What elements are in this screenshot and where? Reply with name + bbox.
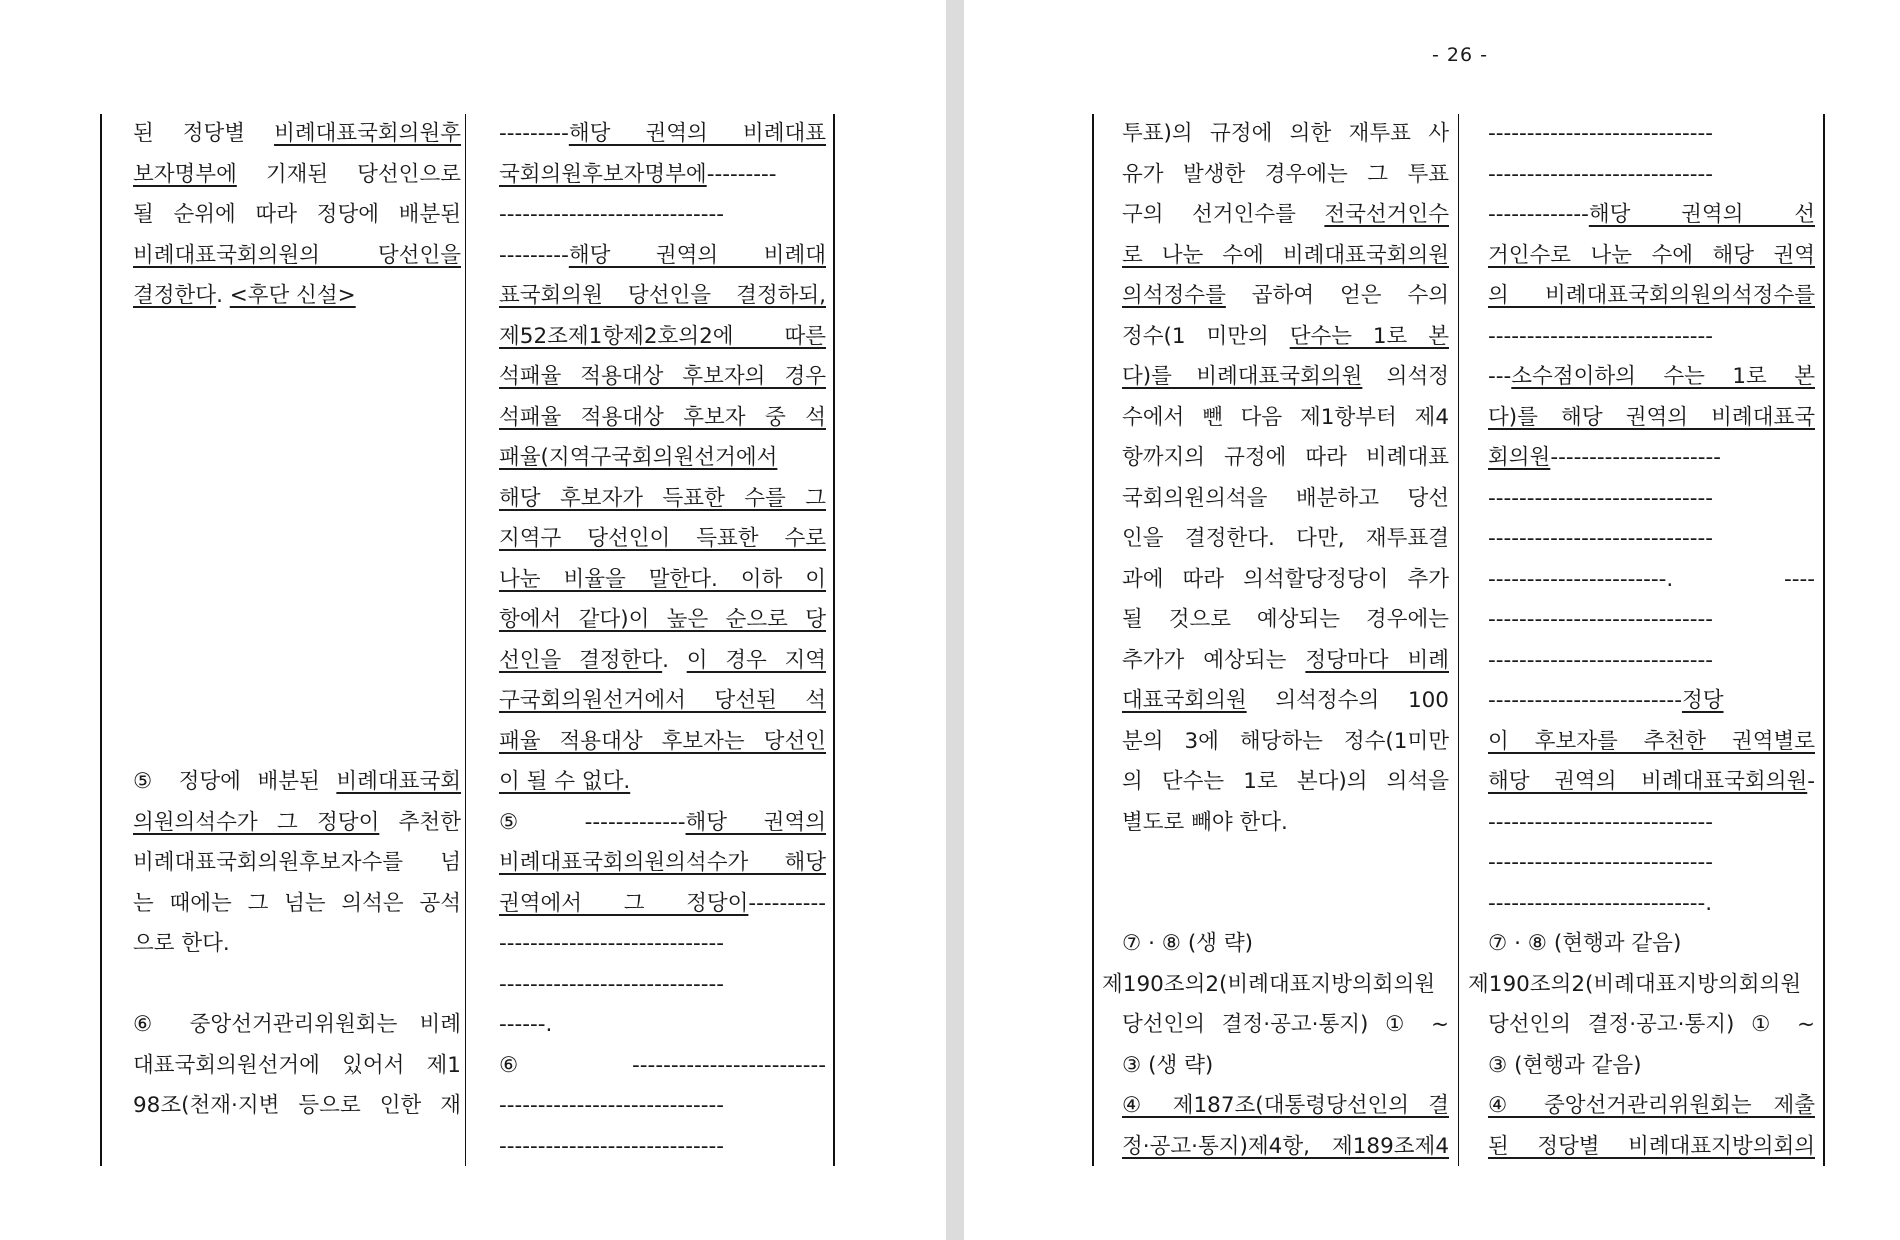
text-run: ------. xyxy=(499,1012,553,1037)
text-run: 투표)의 규정에 의한 재투표 사 xyxy=(1122,121,1449,146)
text-line xyxy=(133,1005,461,1046)
text-line xyxy=(1122,600,1449,641)
text-line xyxy=(499,1046,826,1087)
underlined-text: 해당 권역의 비례대 xyxy=(568,242,826,268)
underlined-text: ④ 중앙선거관리위원회는 제출 xyxy=(1488,1093,1815,1118)
underlined-text: 정당마다 비례 xyxy=(1305,647,1449,673)
underlined-text: 해당 권역의 비례대표국회의원 xyxy=(1488,769,1808,794)
text-run: ⑤ 정당에 배분된 xyxy=(133,769,337,794)
text-line xyxy=(1488,1046,1815,1087)
text-run: ----------------------------- xyxy=(499,1093,724,1118)
underlined-text: 해당 권역의 선 xyxy=(1588,202,1815,227)
text-line xyxy=(1488,317,1815,358)
underlined-text: 석패율 적용대상 후보자 중 석 xyxy=(499,404,826,430)
underlined-text: 이 후보자를 추천한 권역별로 xyxy=(1488,728,1815,754)
text-run: 으로 한다. xyxy=(133,931,230,956)
text-run: ----------------------------- xyxy=(499,931,724,956)
underlined-text: 이 경우 지역 xyxy=(686,647,826,673)
text-line xyxy=(499,357,826,398)
blank-line xyxy=(133,438,461,479)
underlined-text: 단수는 1로 본 xyxy=(1289,323,1449,349)
blank-line xyxy=(133,519,461,560)
text-line xyxy=(1122,722,1449,763)
text-line xyxy=(1488,276,1815,317)
underlined-text: 소수점이하의 수는 1로 본 xyxy=(1511,364,1815,389)
text-run: --------- xyxy=(499,121,569,146)
underlined-text: 해당 권역의 xyxy=(685,809,826,835)
text-run: ----------------------------- xyxy=(1488,121,1713,146)
text-run: --------- xyxy=(499,242,569,268)
text-run: ----------------------------- xyxy=(499,971,724,997)
text-line xyxy=(499,195,826,236)
text-line xyxy=(1122,276,1449,317)
text-run: . xyxy=(662,647,687,673)
text-run: ---------- xyxy=(748,890,826,916)
text-run: 추가가 예상되는 xyxy=(1122,647,1306,673)
underlined-text: 제52조제1항제2호의2에 따른 xyxy=(499,323,826,349)
underlined-text: 대표국회의원 xyxy=(1122,688,1247,713)
text-run: ----------------------------- xyxy=(1488,323,1713,349)
text-line xyxy=(499,1127,826,1168)
text-line xyxy=(133,762,461,803)
text-line xyxy=(499,276,826,317)
text-line xyxy=(133,114,461,155)
text-line xyxy=(1122,357,1449,398)
text-run: 제190조의2(비례대표지방의회의원 xyxy=(1468,971,1802,997)
text-run: ------------- xyxy=(1488,202,1589,227)
text-line xyxy=(1122,195,1449,236)
text-run: 될 순위에 따라 정당에 배분된 xyxy=(133,202,461,227)
text-run: ⑦ · ⑧ (현행과 같음) xyxy=(1488,931,1682,956)
text-line xyxy=(499,1005,826,1046)
text-line xyxy=(1488,398,1815,439)
text-run: ③ (생 략) xyxy=(1122,1052,1214,1078)
text-line xyxy=(499,317,826,358)
page-gutter xyxy=(946,0,964,1240)
text-line xyxy=(1102,965,1449,1006)
underlined-text: 선인을 결정한다 xyxy=(499,647,663,673)
text-line xyxy=(1122,1127,1449,1168)
text-run: ③ (현행과 같음) xyxy=(1488,1052,1642,1078)
text-line xyxy=(1122,1086,1449,1127)
underlined-text: 항에서 같다)이 높은 순으로 당 xyxy=(499,607,826,632)
text-line xyxy=(1122,438,1449,479)
text-line xyxy=(133,276,461,317)
text-line xyxy=(499,884,826,925)
text-line xyxy=(1488,438,1815,479)
text-run: . xyxy=(216,283,230,308)
text-run: 당선인의 결정·공고·통지) ① ~ xyxy=(1122,1012,1449,1037)
text-line xyxy=(1488,681,1815,722)
text-line xyxy=(1468,965,1815,1006)
text-run: ⑤ ------------- xyxy=(499,809,686,835)
text-line xyxy=(1122,803,1449,844)
text-run: 의석정 xyxy=(1362,364,1449,389)
text-run: ----------------------------- xyxy=(1488,647,1713,673)
text-line xyxy=(133,924,461,965)
underlined-text: 다)를 비례대표국회의원 xyxy=(1122,364,1363,389)
text-line xyxy=(1122,1005,1449,1046)
underlined-text: 표국회의원 당선인을 결정하되, xyxy=(499,283,826,308)
blank-line xyxy=(1122,843,1449,884)
text-line xyxy=(499,438,826,479)
underlined-text: 로 나눈 수에 비례대표국회의원 xyxy=(1122,242,1449,268)
text-line xyxy=(133,236,461,277)
text-run: ----------------------------- xyxy=(1488,850,1713,875)
text-line xyxy=(499,600,826,641)
text-line xyxy=(1488,1127,1815,1168)
underlined-text: 해당 후보자가 득표한 수를 그 xyxy=(499,485,826,511)
text-run: 당선인의 결정·공고·통지) ① ~ xyxy=(1488,1012,1815,1037)
text-line xyxy=(499,560,826,601)
blank-line xyxy=(133,560,461,601)
text-line xyxy=(499,114,826,155)
text-run: ----------------------------- xyxy=(1488,526,1713,551)
text-run: ----------------------------. xyxy=(1488,890,1713,916)
text-run: ⑥ ------------------------- xyxy=(499,1052,826,1078)
text-line xyxy=(133,155,461,196)
text-run: 의석정수의 100 xyxy=(1246,688,1449,713)
text-run: - xyxy=(1807,769,1815,794)
blank-line xyxy=(133,600,461,641)
text-line xyxy=(499,155,826,196)
underlined-text: 거인수로 나눈 수에 해당 권역 xyxy=(1488,242,1815,268)
underlined-text: 패율 적용대상 후보자는 당선인 xyxy=(499,728,826,754)
text-run: -----------------------. ---- xyxy=(1488,566,1815,592)
text-line xyxy=(1488,762,1815,803)
text-run: ⑦ · ⑧ (생 략) xyxy=(1122,931,1254,956)
underlined-text: 의 비례대표국회의원의석정수를 xyxy=(1488,283,1815,308)
blank-line xyxy=(133,641,461,682)
text-line xyxy=(133,843,461,884)
underlined-text: 비례대표국회의원의 당선인을 xyxy=(133,242,461,268)
underlined-text: 권역에서 그 정당이 xyxy=(499,890,749,916)
text-run: 비례대표국회의원후보자수를 넘 xyxy=(133,850,461,875)
text-line xyxy=(499,1086,826,1127)
blank-line xyxy=(133,398,461,439)
text-line xyxy=(133,803,461,844)
text-run: --------- xyxy=(706,161,777,187)
blank-line xyxy=(133,479,461,520)
text-line xyxy=(1122,1046,1449,1087)
text-run: 정수(1 미만의 xyxy=(1122,323,1290,349)
text-run: 과에 따라 의석할당정당이 추가 xyxy=(1122,566,1449,592)
underlined-text: 구국회의원선거에서 당선된 석 xyxy=(499,688,826,713)
text-line xyxy=(1488,843,1815,884)
table-border-right xyxy=(833,114,835,1166)
underlined-text: 나눈 비율을 말한다. 이하 이 xyxy=(499,566,826,592)
text-line xyxy=(1488,722,1815,763)
text-run: 될 것으로 예상되는 경우에는 xyxy=(1122,607,1449,632)
text-run: ⑥ 중앙선거관리위원회는 비례 xyxy=(133,1012,461,1037)
text-line xyxy=(1122,519,1449,560)
text-run: ---------------------- xyxy=(1550,445,1721,470)
text-run: ----------------------------- xyxy=(1488,809,1713,835)
text-line xyxy=(1122,479,1449,520)
text-line xyxy=(133,195,461,236)
underlined-text: 결정한다 xyxy=(133,283,217,308)
text-line xyxy=(1122,681,1449,722)
text-line xyxy=(1488,560,1815,601)
text-line xyxy=(1488,641,1815,682)
text-run: 기재된 당선인으로 xyxy=(236,161,461,187)
text-line xyxy=(1488,1005,1815,1046)
text-line xyxy=(499,479,826,520)
text-line xyxy=(499,641,826,682)
underlined-text: <후단 신설> xyxy=(229,283,356,308)
underlined-text: 비례대표국회 xyxy=(336,769,461,794)
text-line xyxy=(1488,884,1815,925)
text-run: 제190조의2(비례대표지방의회의원 xyxy=(1102,971,1436,997)
text-run: 대표국회의원선거에 있어서 제1 xyxy=(133,1052,461,1078)
blank-line xyxy=(133,681,461,722)
page-number: - 26 - xyxy=(1432,44,1488,66)
text-line xyxy=(499,965,826,1006)
column-divider xyxy=(1458,114,1459,1166)
text-line xyxy=(1488,114,1815,155)
underlined-text: 의원의석수가 그 정당이 xyxy=(133,809,380,835)
text-line xyxy=(133,1046,461,1087)
blank-line xyxy=(133,965,461,1006)
text-run: 는 때에는 그 넘는 의석은 공석 xyxy=(133,890,461,916)
text-run: ----------------------------- xyxy=(1488,161,1713,187)
text-run: 수에서 뺀 다음 제1항부터 제4 xyxy=(1122,404,1449,430)
column-divider xyxy=(465,114,466,1166)
amendment-column xyxy=(499,114,826,1167)
text-line xyxy=(1122,641,1449,682)
amendment-column xyxy=(1468,114,1815,1167)
text-run: 분의 3에 해당하는 정수(1미만 xyxy=(1122,728,1449,754)
underlined-text: 이 될 수 없다. xyxy=(499,769,631,794)
text-line xyxy=(499,681,826,722)
text-line xyxy=(499,803,826,844)
text-line xyxy=(1122,155,1449,196)
text-line xyxy=(499,843,826,884)
text-line xyxy=(1488,236,1815,277)
underlined-text: 다)를 해당 권역의 비례대표국 xyxy=(1488,404,1815,430)
text-line xyxy=(499,924,826,965)
table-border-right xyxy=(1823,114,1825,1166)
text-run: 유가 발생한 경우에는 그 투표 xyxy=(1122,161,1449,187)
text-run: 인을 결정한다. 다만, 재투표결 xyxy=(1122,526,1449,551)
text-line xyxy=(499,398,826,439)
text-line xyxy=(1488,155,1815,196)
underlined-text: 된 정당별 비례대표지방의회의 xyxy=(1488,1133,1815,1159)
current-law-column xyxy=(1102,114,1449,1167)
underlined-text: ④ 제187조(대통령당선인의 결 xyxy=(1122,1093,1449,1118)
text-run: 별도로 빼야 한다. xyxy=(1122,809,1288,835)
blank-line xyxy=(1122,884,1449,925)
text-line xyxy=(1488,195,1815,236)
current-law-column xyxy=(133,114,461,1127)
text-line xyxy=(499,762,826,803)
text-line xyxy=(499,519,826,560)
underlined-text: 국회의원후보자명부에 xyxy=(499,161,707,187)
text-run: --- xyxy=(1488,364,1512,389)
text-line xyxy=(1122,762,1449,803)
text-line xyxy=(1122,560,1449,601)
text-line xyxy=(1488,924,1815,965)
blank-line xyxy=(133,722,461,763)
underlined-text: 패율(지역구국회의원선거에서 xyxy=(499,445,778,470)
underlined-text: 전국선거인수 xyxy=(1324,202,1449,227)
underlined-text: 해당 권역의 비례대표 xyxy=(568,121,826,146)
blank-line xyxy=(133,357,461,398)
underlined-text: 비례대표국회의원후 xyxy=(274,121,461,146)
text-run: 의 단수는 1로 본다)의 의석을 xyxy=(1122,769,1449,794)
text-run: 추천한 xyxy=(379,809,461,835)
underlined-text: 지역구 당선인이 득표한 수로 xyxy=(499,526,826,551)
text-line xyxy=(133,1086,461,1127)
table-border-left xyxy=(100,114,102,1166)
underlined-text: 비례대표국회의원의석수가 해당 xyxy=(499,850,826,875)
text-line xyxy=(499,236,826,277)
text-run: ----------------------------- xyxy=(499,1133,724,1159)
text-line xyxy=(133,884,461,925)
text-line xyxy=(1488,479,1815,520)
text-line xyxy=(1122,236,1449,277)
text-run: ----------------------------- xyxy=(1488,485,1713,511)
text-line xyxy=(1122,398,1449,439)
text-run: ----------------------------- xyxy=(1488,607,1713,632)
text-run: 구의 선거인수를 xyxy=(1122,202,1325,227)
underlined-text: 석패율 적용대상 후보자의 경우 xyxy=(499,364,826,389)
text-line xyxy=(1122,317,1449,358)
text-line xyxy=(1122,924,1449,965)
text-run: 된 정당별 xyxy=(133,121,275,146)
text-run: 곱하여 얻은 수의 xyxy=(1225,283,1449,308)
underlined-text: 정당 xyxy=(1681,688,1724,713)
text-line xyxy=(1488,600,1815,641)
text-run: ----------------------------- xyxy=(499,202,724,227)
text-run: ------------------------- xyxy=(1488,688,1682,713)
text-run: 98조(천재·지변 등으로 인한 재 xyxy=(133,1093,461,1118)
text-line xyxy=(1488,1086,1815,1127)
text-run: 항까지의 규정에 따라 비례대표 xyxy=(1122,445,1449,470)
underlined-text: 의석정수를 xyxy=(1122,283,1226,308)
text-run: 국회의원의석을 배분하고 당선 xyxy=(1122,485,1449,511)
underlined-text: 정·공고·통지)제4항, 제189조제4 xyxy=(1122,1133,1449,1159)
text-line xyxy=(1488,519,1815,560)
text-line xyxy=(1122,114,1449,155)
text-line xyxy=(1488,803,1815,844)
underlined-text: 회의원 xyxy=(1488,445,1551,470)
text-line xyxy=(499,722,826,763)
underlined-text: 보자명부에 xyxy=(133,161,237,187)
blank-line xyxy=(133,317,461,358)
text-line xyxy=(1488,357,1815,398)
table-border-left xyxy=(1092,114,1094,1166)
